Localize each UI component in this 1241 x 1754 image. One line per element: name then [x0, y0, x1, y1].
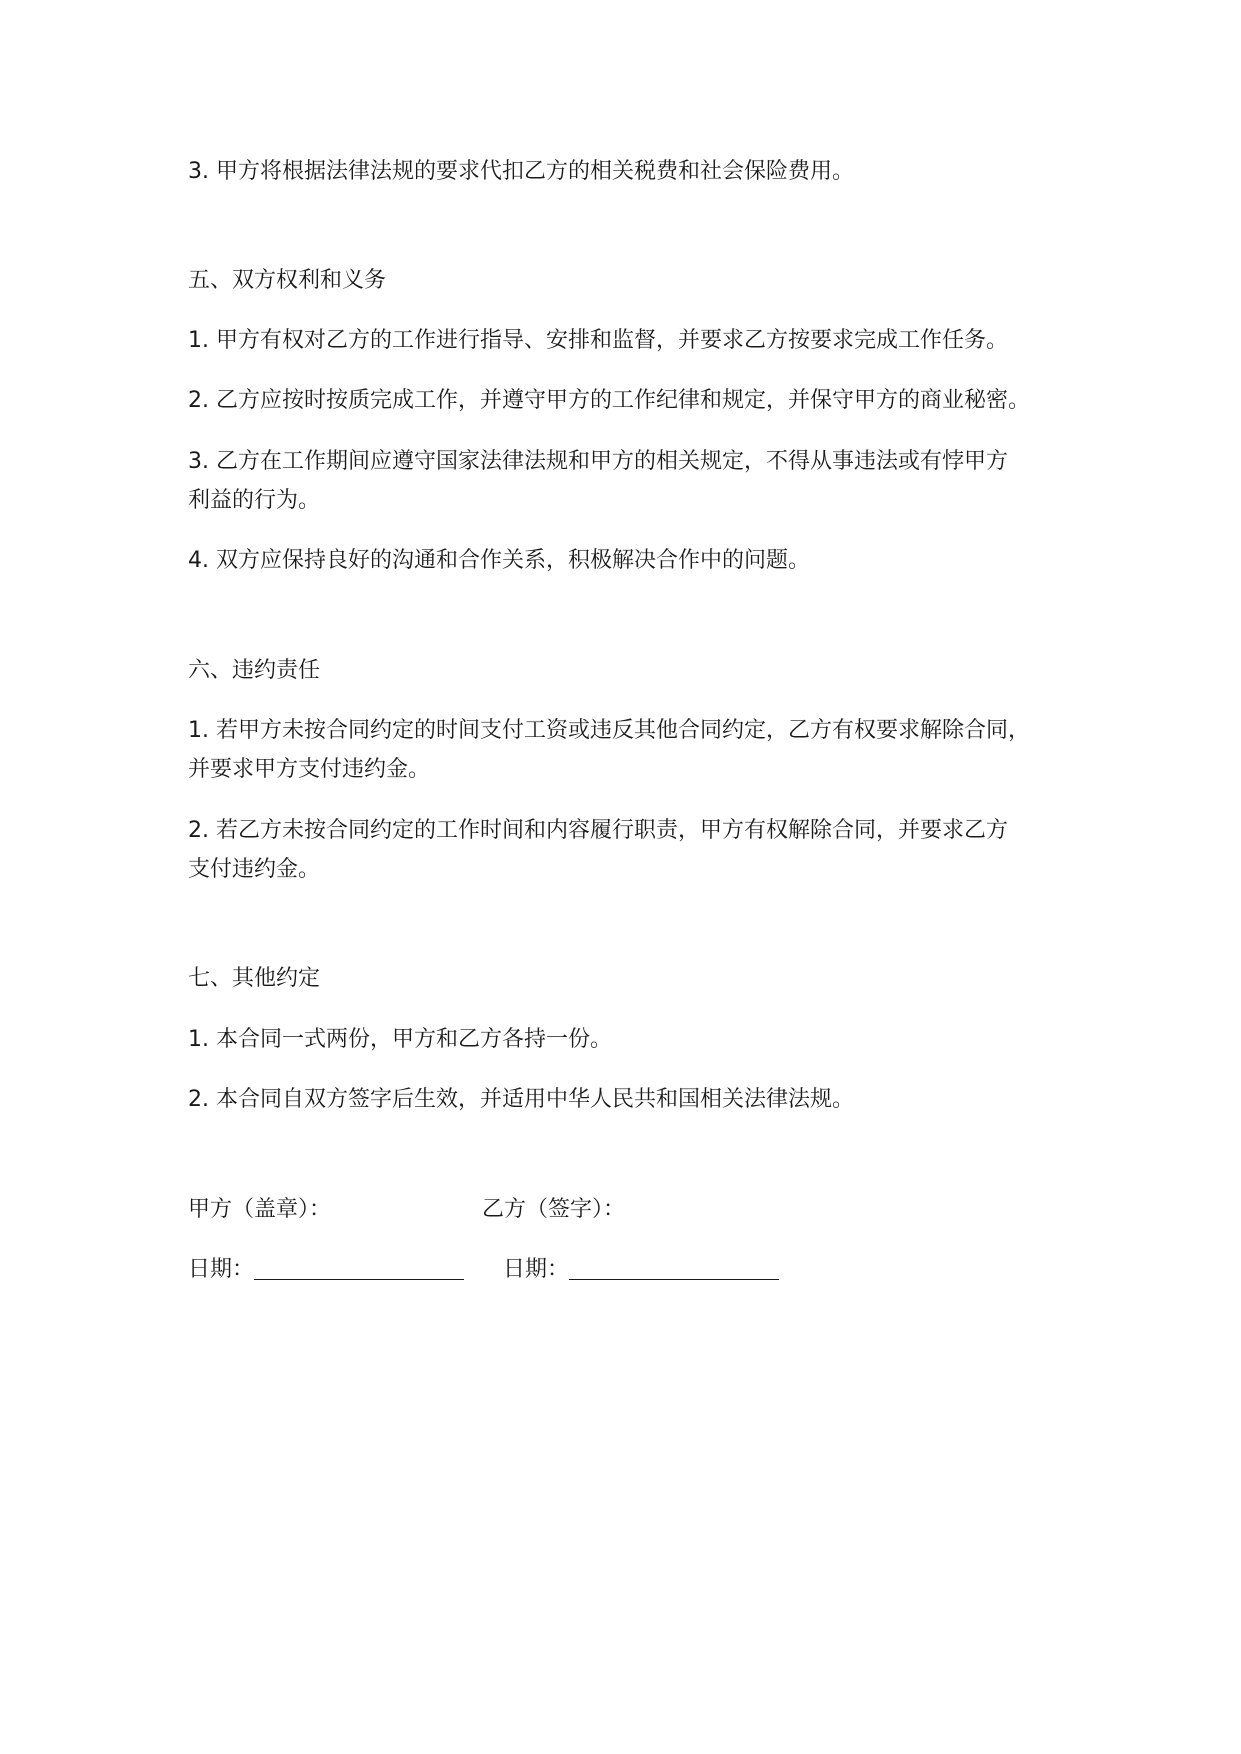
clause-5-item-4: 4. 双方应保持良好的沟通和合作关系，积极解决合作中的问题。: [188, 548, 810, 573]
clause-7-item-1: 1. 本合同一式两份，甲方和乙方各持一份。: [188, 1027, 612, 1052]
party-b-signature-label: 乙方（签字）：: [482, 1197, 626, 1222]
clause-5-item-3-line-1: 3. 乙方在工作期间应遵守国家法律法规和甲方的相关规定，不得从事违法或有悖甲方: [188, 449, 1008, 474]
party-a-seal-label: 甲方（盖章）：: [188, 1197, 332, 1222]
party-b-date-row: [503, 1251, 779, 1289]
party-a-date-row: [188, 1251, 464, 1289]
party-b-date-blank[interactable]: [569, 1255, 779, 1280]
clause-6-item-1-line-1: 1. 若甲方未按合同约定的时间支付工资或违反其他合同约定，乙方有权要求解除合同，: [188, 718, 1030, 743]
party-a-date-blank[interactable]: [254, 1255, 464, 1280]
section-7-heading: 七、其他约定: [188, 966, 321, 991]
section-6-heading: 六、违约责任: [188, 658, 321, 683]
clause-4-item-3: 3. 甲方将根据法律法规的要求代扣乙方的相关税费和社会保险费用。: [188, 159, 854, 184]
clause-6-item-1-line-2: 并要求甲方支付违约金。: [188, 757, 431, 782]
clause-6-item-2-line-2: 支付违约金。: [188, 857, 321, 882]
clause-5-item-2: 2. 乙方应按时按质完成工作，并遵守甲方的工作纪律和规定，并保守甲方的商业秘密。: [188, 388, 1030, 413]
clause-7-item-2: 2. 本合同自双方签字后生效，并适用中华人民共和国相关法律法规。: [188, 1087, 854, 1112]
clause-6-item-2-line-1: 2. 若乙方未按合同约定的工作时间和内容履行职责，甲方有权解除合同，并要求乙方: [188, 818, 1008, 843]
section-5-heading: 五、双方权利和义务: [188, 268, 387, 293]
clause-5-item-1: 1. 甲方有权对乙方的工作进行指导、安排和监督，并要求乙方按要求完成工作任务。: [188, 328, 1008, 353]
party-a-date-label: 日期：: [188, 1257, 255, 1282]
clause-5-item-3-line-2: 利益的行为。: [188, 488, 321, 513]
party-b-date-label: 日期：: [503, 1257, 570, 1282]
